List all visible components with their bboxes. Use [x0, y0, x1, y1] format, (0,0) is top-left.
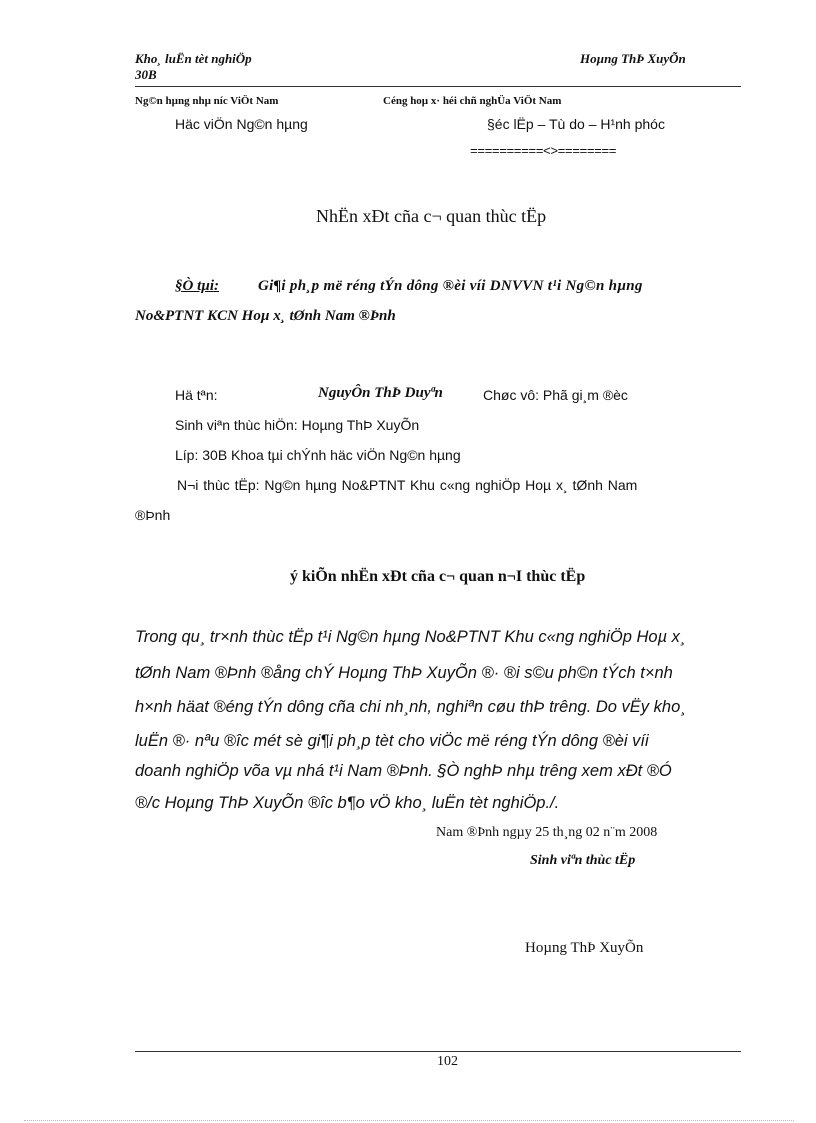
page-title: NhËn xÐt cña c¬ quan thùc tËp	[316, 206, 547, 226]
header-rule	[135, 86, 741, 87]
org-bank-name: Ng©n hµng nhµ níc ViÖt Nam	[135, 95, 279, 107]
page-edge-dotted-line	[24, 1120, 794, 1121]
topic-line-2: No&PTNT KCN Hoµ x¸ tØnh Nam ®Þnh	[135, 308, 396, 324]
footer-rule	[135, 1051, 741, 1052]
body-line-3: h×nh häat ®éng tÝn dông cña chi nh¸nh, nghiªn cøu thÞ trêng. Do vËy kho¸	[135, 698, 686, 716]
name-value: NguyÔn ThÞ Duyªn	[318, 385, 443, 401]
position-text: Chøc vô: Phã gi¸m ®èc	[483, 387, 628, 403]
header-document-type: Kho¸ luËn tèt nghiÖp	[135, 51, 252, 66]
body-line-6: ®/c Hoµng ThÞ XuyÕn ®îc b¶o vÖ kho¸ luËn tèt nghiÖp./.	[135, 794, 560, 812]
org-motto: §éc lËp – Tù do – H¹nh phóc	[487, 116, 665, 132]
internship-place-line-1: N¬i thùc tËp: Ng©n hµng No&PTNT Khu c«ng nghiÖp Hoµ x¸ tØnh Nam	[177, 477, 638, 493]
class-text: Líp: 30B Khoa tµi chÝnh häc viÖn Ng©n hµng	[175, 447, 461, 463]
body-line-1: Trong qu¸ tr×nh thùc tËp t¹i Ng©n hµng No&PTNT Khu c«ng nghiÖp Hoµ x¸	[135, 628, 686, 646]
signature-name: Hoµng ThÞ XuyÕn	[525, 940, 644, 956]
header-class: 30B	[135, 67, 157, 82]
signature-title: Sinh viªn thùc tËp	[530, 853, 636, 868]
date-line: Nam ®Þnh ngµy 25 th¸ng 02 n¨m 2008	[436, 825, 658, 840]
org-country-name: Céng hoµ x· héi chñ nghÜa ViÖt Nam	[383, 95, 562, 107]
topic-line-1: Gi¶i ph¸p më réng tÝn dông ®èi víi DNVVN t¹i Ng©n hµng	[258, 278, 643, 294]
opinion-heading: ý kiÕn nhËn xÐt cña c¬ quan n¬I thùc tËp	[290, 568, 586, 585]
topic-label	[175, 278, 219, 295]
header-author: Hoµng ThÞ XuyÕn	[580, 51, 686, 66]
internship-place-line-2: ®Þnh	[135, 507, 171, 523]
org-academy: Häc viÖn Ng©n hµng	[175, 116, 308, 132]
name-label: Hä tªn:	[175, 387, 218, 403]
motto-divider: ==========<>========	[470, 144, 617, 159]
student-text: Sinh viªn thùc hiÖn: Hoµng ThÞ XuyÕn	[175, 417, 420, 433]
body-line-4: luËn ®· nªu ®îc mét sè gi¶i ph¸p tèt cho viÖc më réng tÝn dông ®èi víi	[135, 732, 649, 750]
topic-label-text: §Ò tµi:	[175, 278, 220, 294]
page-number: 102	[437, 1054, 458, 1069]
body-line-5: doanh nghiÖp võa vµ nhá t¹i Nam ®Þnh. §Ò nghÞ nhµ trêng xem xÐt ®Ó	[135, 762, 672, 780]
body-line-2: tØnh Nam ®Þnh ®ång chÝ Hoµng ThÞ XuyÕn ®· ®i s©u ph©n tÝch t×nh	[135, 664, 673, 682]
